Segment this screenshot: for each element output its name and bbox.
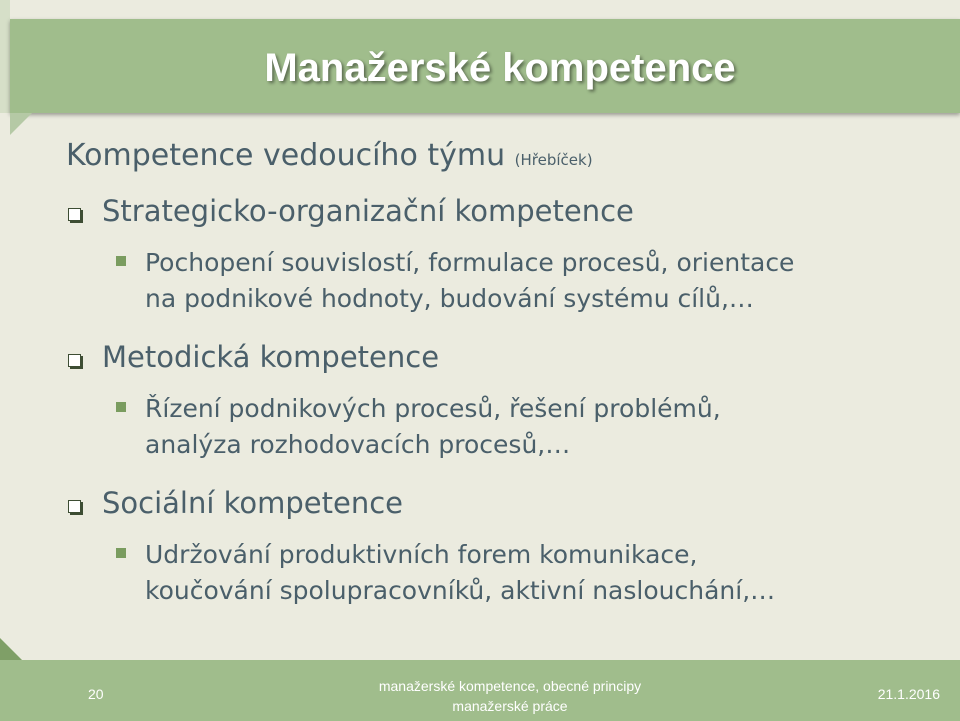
detail-line: na podnikové hodnoty, budování systému cílů,… <box>145 284 754 313</box>
checkbox-bullet-icon <box>68 354 81 367</box>
detail-line: analýza rozhodovacích procesů,… <box>145 430 571 459</box>
competence-heading-social: Sociální kompetence <box>102 486 404 520</box>
square-bullet-icon <box>116 402 126 412</box>
footer-text <box>330 676 690 716</box>
competence-detail-strategic <box>145 245 945 317</box>
competence-heading-strategic: Strategicko-organizační kompetence <box>102 194 634 228</box>
slide-title: Manažerské kompetence <box>264 46 736 90</box>
page-number: 20 <box>88 686 104 702</box>
detail-line: Řízení podnikových procesů, řešení problémů, <box>145 394 721 423</box>
subtitle-text: Kompetence vedoucího týmu <box>66 138 506 173</box>
competence-detail-social <box>145 537 945 609</box>
competence-heading-methodical: Metodická kompetence <box>102 340 440 374</box>
footer-date: 21.1.2016 <box>877 686 940 702</box>
detail-line: Udržování produktivních forem komunikace, <box>145 540 698 569</box>
checkbox-bullet-icon <box>68 500 81 513</box>
slide-subtitle <box>66 134 926 178</box>
detail-line: Pochopení souvislostí, formulace procesů, orientace <box>145 248 795 277</box>
checkbox-bullet-icon <box>68 208 81 221</box>
footer-line: manažerské práce <box>452 698 568 714</box>
subtitle-source: (Hřebíček) <box>514 151 593 169</box>
competence-detail-methodical <box>145 391 945 463</box>
detail-line: koučování spolupracovníků, aktivní naslouchání,… <box>145 576 776 605</box>
footer-corner-decoration <box>0 638 22 660</box>
square-bullet-icon <box>116 548 126 558</box>
square-bullet-icon <box>116 256 126 266</box>
footer-line: manažerské kompetence, obecné principy <box>378 678 642 694</box>
